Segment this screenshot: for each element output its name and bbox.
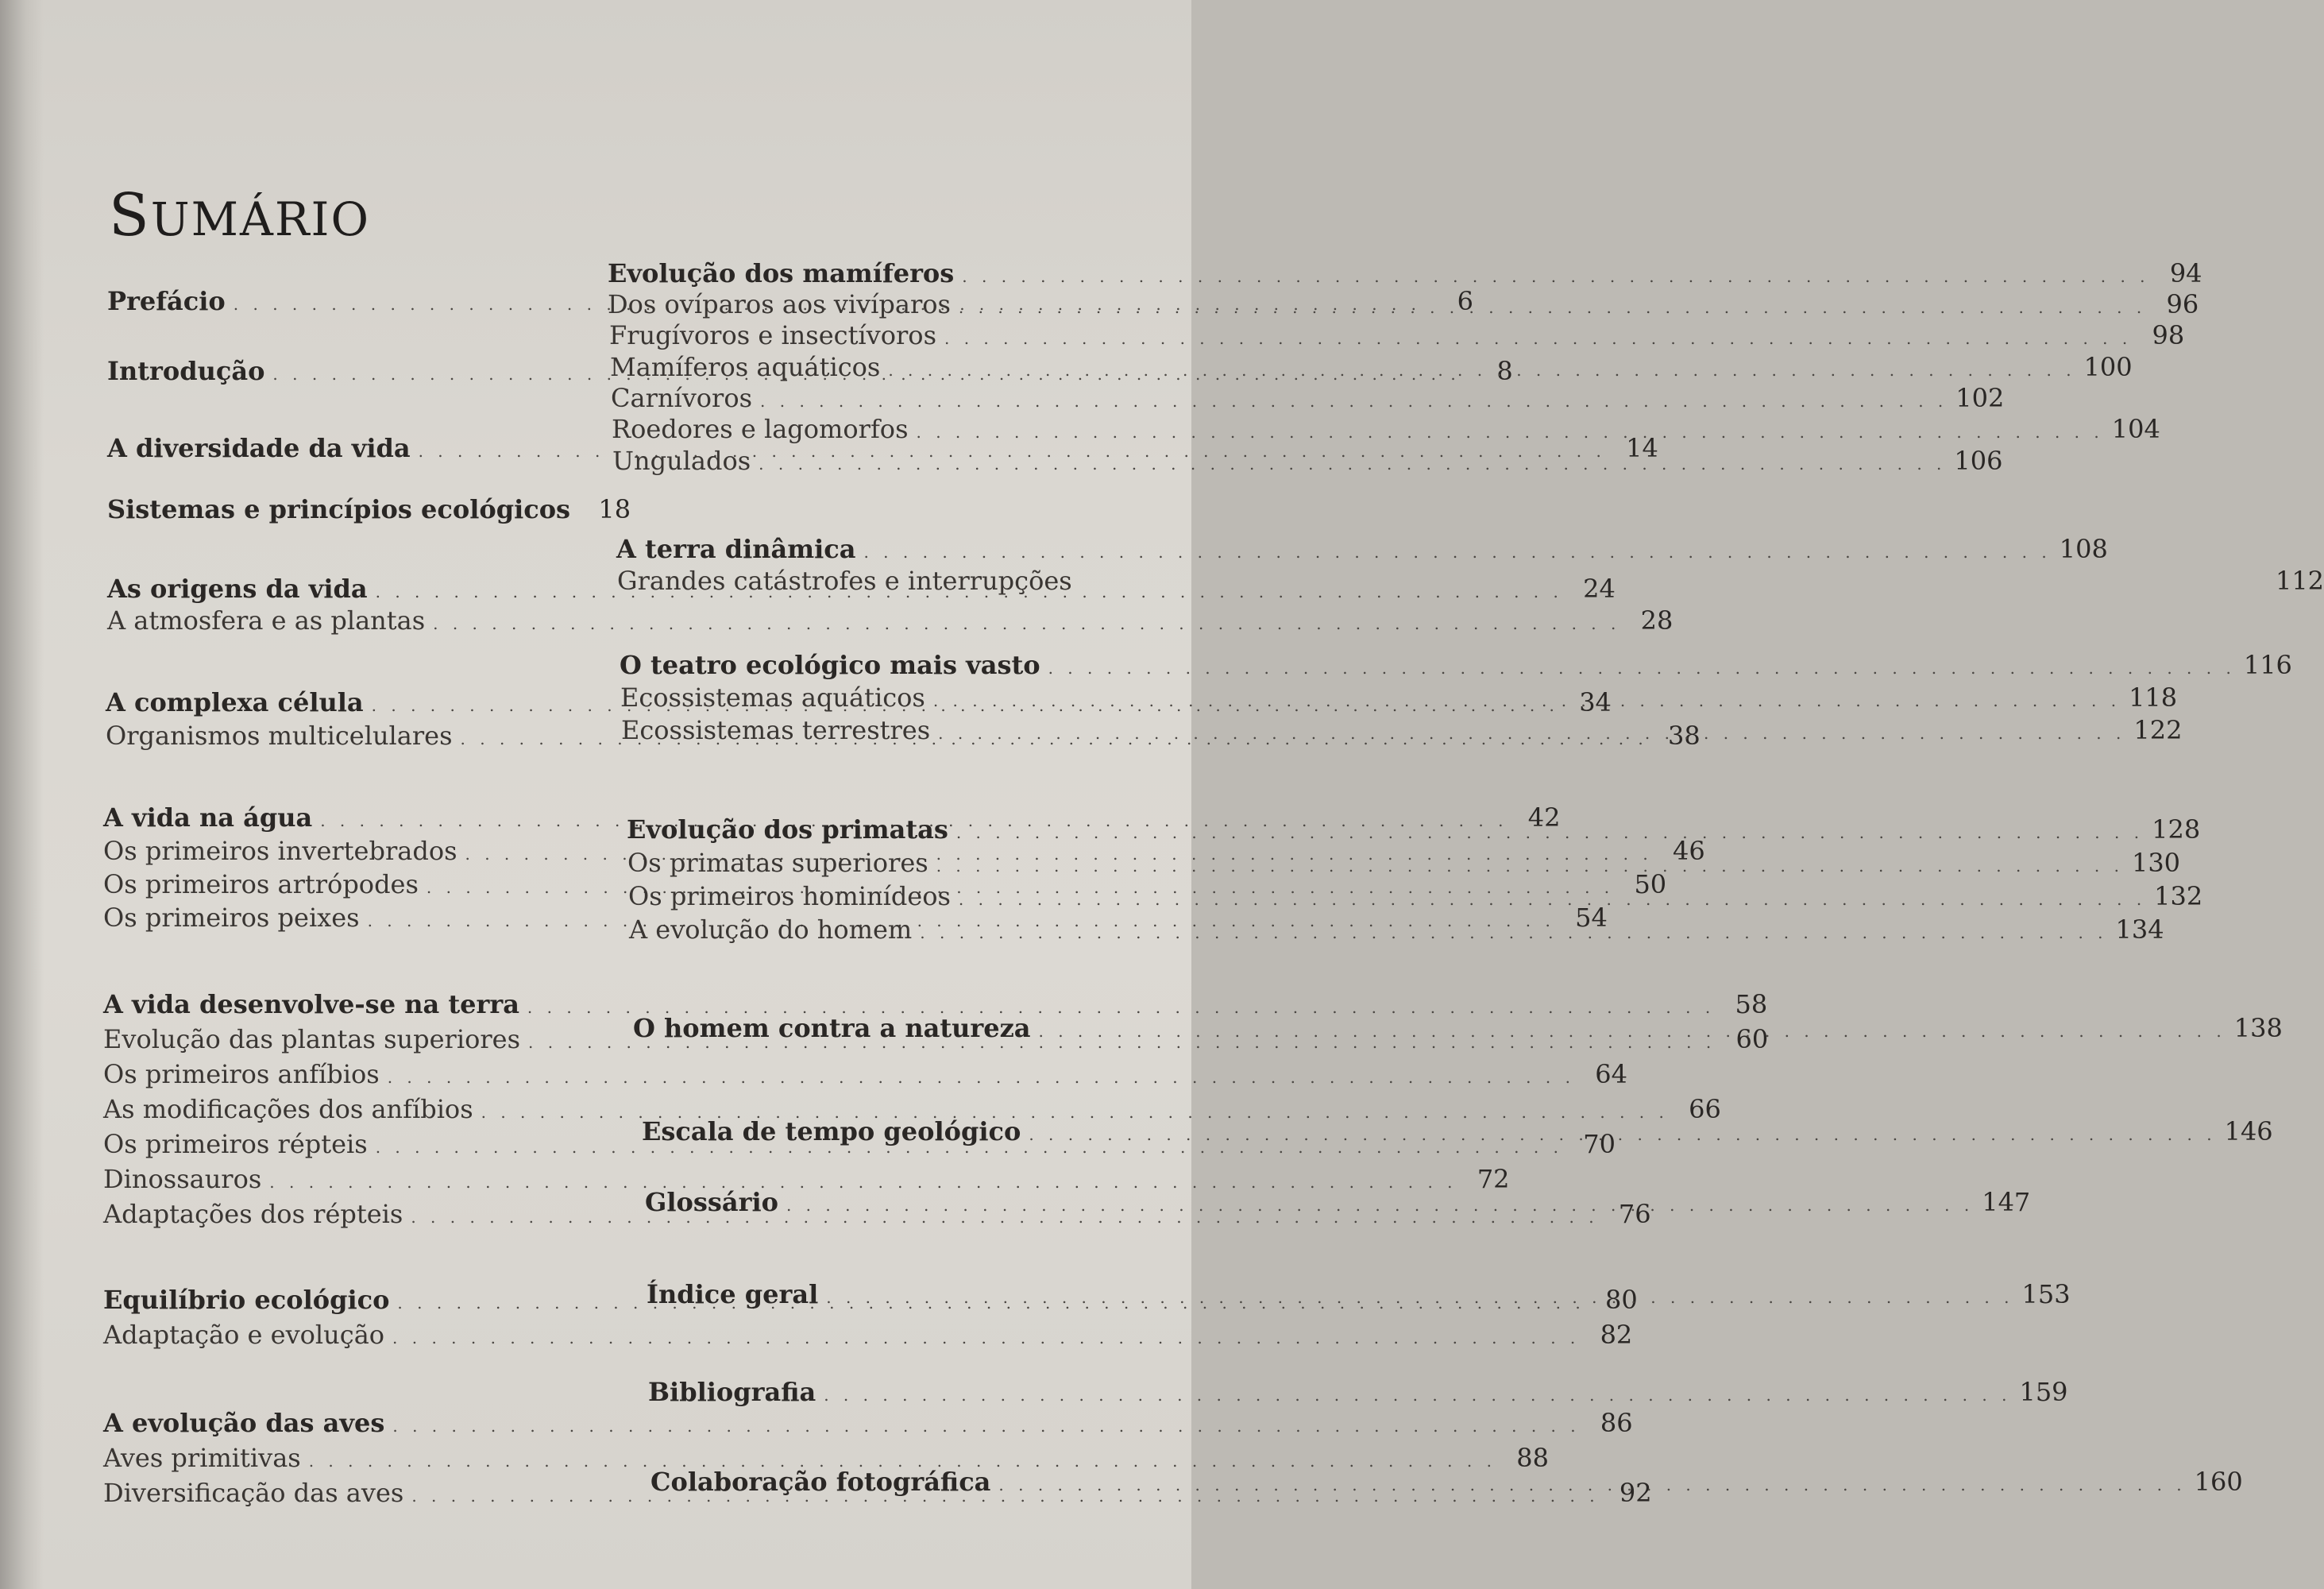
dot-leader <box>863 543 2051 562</box>
dot-leader <box>392 1417 1580 1436</box>
toc-page-number: 8 <box>1496 356 1513 386</box>
toc-entry-title: Os primeiros peixes <box>103 903 360 933</box>
toc-entry-title: Bibliografia <box>648 1377 816 1407</box>
toc-entry[interactable] <box>616 534 2108 564</box>
toc-entry[interactable] <box>609 320 2185 350</box>
toc-entry-title: A evolução das aves <box>103 1408 385 1438</box>
toc-entry-title: Os primeiros hominídeos <box>628 881 951 911</box>
toc-entry-title: Frugívoros e insectívoros <box>609 320 936 350</box>
toc-entry-title: A terra dinâmica <box>616 534 856 564</box>
dot-leader <box>824 1386 2011 1405</box>
toc-entry-title: A atmosfera e as plantas <box>107 605 426 636</box>
toc-entry-title: Organismos multicelulares <box>106 721 453 751</box>
toc-page-number: 98 <box>2152 320 2185 350</box>
toc-entry-title: Índice geral <box>647 1279 819 1309</box>
toc-page-number: 100 <box>2083 352 2133 382</box>
dot-leader <box>938 724 2125 743</box>
toc-entry[interactable] <box>612 414 2160 444</box>
toc-page-number: 146 <box>2224 1116 2273 1146</box>
toc-entry[interactable] <box>103 1443 1549 1473</box>
toc-page-number: 82 <box>1600 1320 1633 1350</box>
toc-entry-title: A complexa célula <box>106 687 364 717</box>
toc-entry[interactable] <box>103 1059 1627 1089</box>
toc-page-number: 147 <box>1982 1187 2031 1217</box>
toc-entry-title: Aves primitivas <box>103 1443 301 1473</box>
toc-page-number: 14 <box>1626 433 1658 463</box>
toc-entry-title: Equilíbrio ecológico <box>103 1285 390 1315</box>
toc-page-number: 24 <box>1583 574 1616 604</box>
toc-entry-title: A vida na água <box>103 802 313 833</box>
toc-entry[interactable] <box>608 258 2202 288</box>
toc-page-number: 42 <box>1527 802 1561 833</box>
toc-page-number: 118 <box>2129 682 2178 713</box>
toc-page-number: 50 <box>1634 869 1667 899</box>
toc-entry[interactable] <box>107 605 1674 636</box>
toc-entry-title: Adaptações dos répteis <box>103 1199 403 1229</box>
toc-entry-title: Os primeiros répteis <box>103 1129 368 1159</box>
toc-entry-title: A evolução do homem <box>629 914 913 945</box>
toc-entry-title: O teatro ecológico mais vasto <box>620 650 1040 680</box>
dot-leader <box>759 454 1946 474</box>
toc-page-number: 94 <box>2169 258 2202 288</box>
toc-page-number: 116 <box>2243 650 2292 680</box>
page-title <box>109 181 370 249</box>
toc-entry[interactable] <box>620 650 2292 680</box>
title-rest: UMÁRIO <box>150 191 370 246</box>
toc-page-number: 86 <box>1600 1408 1633 1438</box>
toc-page-number: 160 <box>2194 1467 2243 1497</box>
toc-page-number: 96 <box>2166 289 2199 319</box>
dot-leader <box>956 823 2144 842</box>
dot-leader <box>920 923 2107 942</box>
toc-entry-title: A diversidade da vida <box>107 433 411 463</box>
toc-entry-title: Evolução das plantas superiores <box>103 1024 520 1054</box>
toc-page-number: 72 <box>1477 1164 1510 1194</box>
toc-entry-title: Sistemas e princípios ecológicos <box>107 494 571 524</box>
toc-page-number: 132 <box>2154 881 2203 911</box>
toc-entry-title: As modificações dos anfíbios <box>103 1094 473 1124</box>
toc-page-number: 46 <box>1673 836 1705 866</box>
toc-entry-title: Carnívoros <box>611 383 753 413</box>
toc-page-number: 112 <box>2275 566 2324 596</box>
toc-entry-title: Prefácio <box>107 286 226 316</box>
toc-entry[interactable] <box>610 352 2133 382</box>
toc-entry-title: Os primeiros artrópodes <box>103 869 419 899</box>
toc-page-number: 88 <box>1516 1443 1549 1473</box>
toc-page-number: 80 <box>1604 1285 1638 1315</box>
toc-entry-title: Mamíferos aquáticos <box>610 352 881 382</box>
toc-page-number: 134 <box>2115 914 2164 945</box>
toc-page-number: 54 <box>1575 903 1608 933</box>
toc-page-number: 28 <box>1640 605 1674 636</box>
toc-page-number: 106 <box>1954 446 2003 476</box>
toc-entry-title: Colaboração fotográfica <box>650 1467 991 1497</box>
toc-page-number: 108 <box>2059 534 2108 564</box>
toc-page-number: 76 <box>1618 1199 1651 1229</box>
toc-page-number: 159 <box>2019 1377 2068 1407</box>
toc-entry-title: Ungulados <box>612 446 751 476</box>
gutter-shadow <box>0 0 44 1589</box>
toc-entry-title: Ecossistemas aquáticos <box>620 682 925 713</box>
dot-leader <box>916 423 2103 442</box>
toc-entry[interactable] <box>103 1408 1633 1438</box>
dot-leader <box>959 890 2146 909</box>
toc-entry[interactable] <box>103 1320 1633 1350</box>
dot-leader <box>998 1475 2186 1494</box>
toc-page-number: 18 <box>598 494 631 524</box>
toc-entry-title: Adaptação e evolução <box>103 1320 385 1350</box>
dot-leader <box>1029 1125 2216 1144</box>
dot-leader <box>433 614 1620 633</box>
toc-page-number: 38 <box>1668 721 1701 751</box>
toc-page-number: 130 <box>2131 848 2181 878</box>
toc-entry-title: Os primeiros invertebrados <box>103 836 457 866</box>
toc-entry-title: Dos ovíparos aos vivíparos <box>608 289 951 319</box>
toc-entry[interactable] <box>103 1094 1721 1124</box>
dot-leader <box>388 1068 1575 1087</box>
toc-entry[interactable] <box>107 494 631 524</box>
dot-leader <box>959 298 2146 317</box>
dot-leader <box>933 691 2121 710</box>
toc-page-number: 138 <box>2233 1013 2283 1043</box>
toc-entry-title: Roedores e lagomorfos <box>612 414 909 444</box>
toc-entry[interactable] <box>103 989 1768 1019</box>
dot-leader <box>392 1328 1580 1347</box>
toc-entry-title: Evolução dos primatas <box>627 814 948 845</box>
toc-page-number: 92 <box>1619 1478 1652 1508</box>
dot-leader <box>826 1288 2013 1307</box>
dot-leader <box>786 1196 1974 1215</box>
toc-entry[interactable] <box>611 383 2005 413</box>
toc-entry-title: Ecossistemas terrestres <box>621 715 931 745</box>
toc-entry-title: A vida desenvolve-se na terra <box>103 989 519 1019</box>
toc-page-number: 6 <box>1457 286 1474 316</box>
toc-entry-title: Dinossauros <box>103 1164 262 1194</box>
toc-entry-title: Introdução <box>107 356 265 386</box>
toc-entry-title: Os primatas superiores <box>627 848 928 878</box>
dot-leader <box>944 329 2132 348</box>
toc-entry-title: Evolução dos mamíferos <box>608 258 955 288</box>
toc-page-number: 102 <box>1955 383 2005 413</box>
toc-page-number: 122 <box>2133 715 2183 745</box>
title-initial: S <box>109 180 151 249</box>
toc-page-number: 64 <box>1595 1059 1627 1089</box>
toc-page-number: 153 <box>2021 1279 2071 1309</box>
toc-entry-title: Diversificação das aves <box>103 1478 404 1508</box>
toc-page-number: 104 <box>2111 414 2160 444</box>
toc-entry[interactable] <box>103 1164 1510 1194</box>
toc-page-number: 128 <box>2152 814 2201 845</box>
toc-page-number: 70 <box>1583 1129 1616 1159</box>
toc-entry-title: Grandes catástrofes e interrupções <box>617 566 1072 596</box>
dot-leader <box>888 361 2075 380</box>
toc-page-number: 34 <box>1579 687 1612 717</box>
toc-entry-title: Escala de tempo geológico <box>642 1116 1021 1146</box>
toc-entry-title: O homem contra a natureza <box>633 1013 1031 1043</box>
dot-leader <box>1048 659 2236 678</box>
dot-leader <box>1039 1022 2226 1041</box>
toc-page-number: 58 <box>1735 989 1768 1019</box>
toc-page-number: 66 <box>1689 1094 1721 1124</box>
dot-leader <box>962 267 2149 286</box>
toc-entry-title: Glossário <box>645 1187 778 1217</box>
toc-entry-title: As origens da vida <box>107 574 368 604</box>
toc-entry-title: Os primeiros anfíbios <box>103 1059 380 1089</box>
toc-entry[interactable] <box>608 289 2199 319</box>
dot-leader <box>760 392 1948 411</box>
toc-entry[interactable] <box>648 1377 2068 1407</box>
toc-page-number: 60 <box>1735 1024 1769 1054</box>
dot-leader <box>936 856 2124 876</box>
